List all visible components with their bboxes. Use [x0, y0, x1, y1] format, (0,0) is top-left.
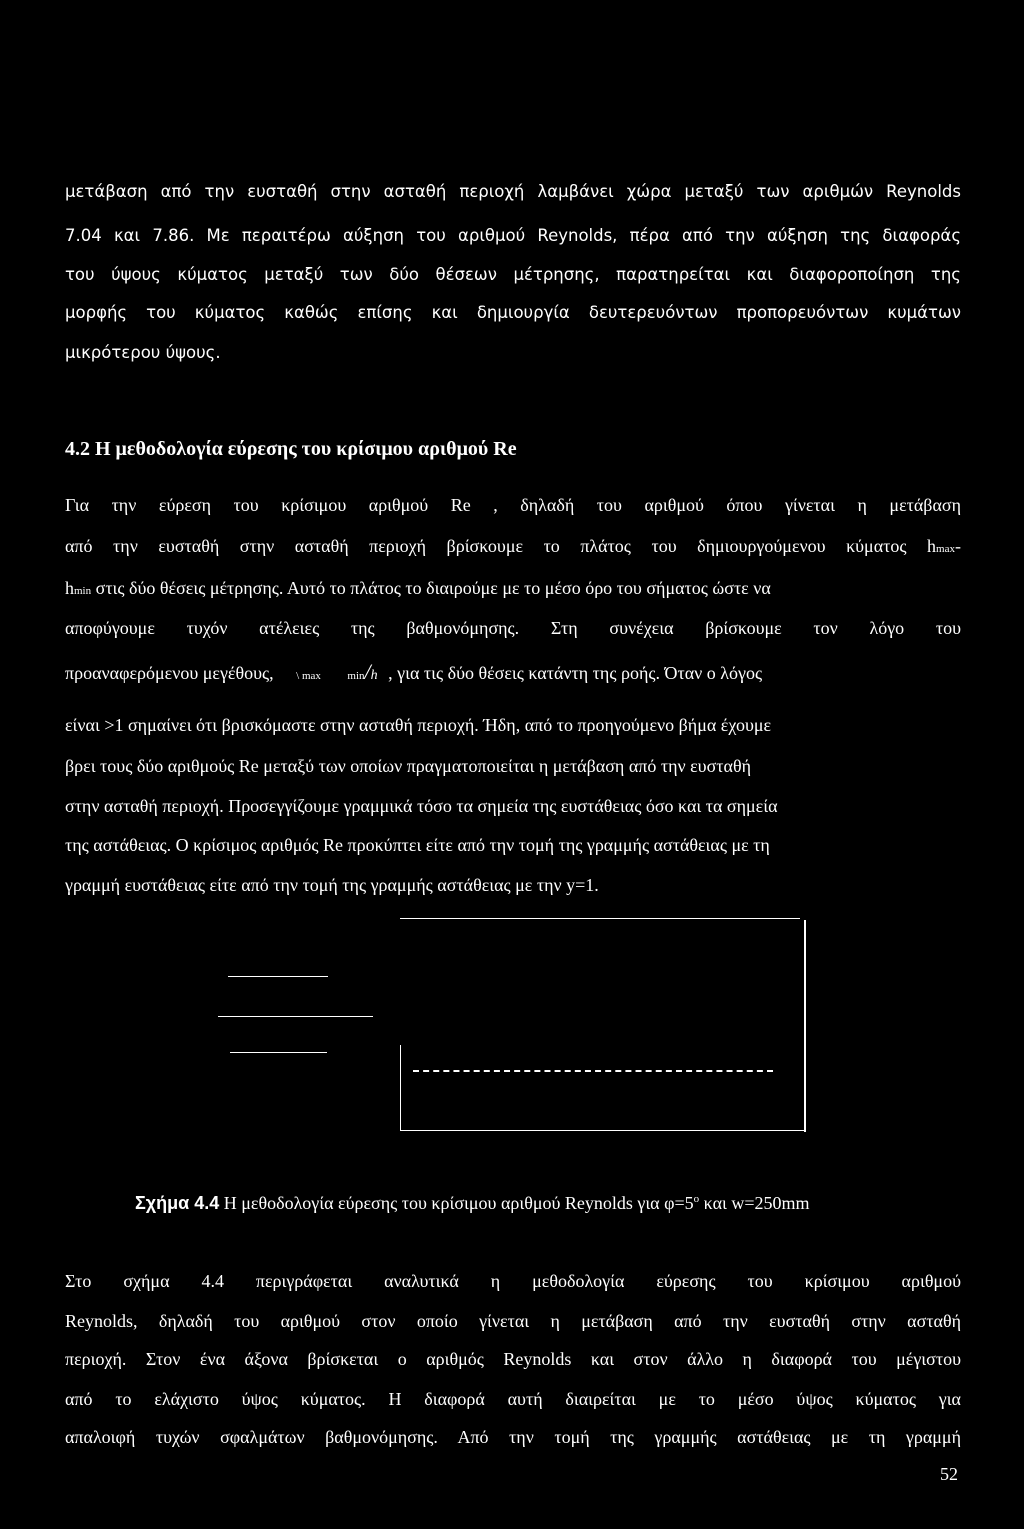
paragraph-2-line-5: [65, 661, 961, 687]
caption-label: Σχήμα 4.4: [135, 1193, 220, 1213]
legend-line-3: [230, 1052, 327, 1053]
paragraph-2-line-1: Για την εύρεση του κρίσιμου αριθμού Re , δηλαδή του αριθμού όπου γίνεται η μετάβαση: [65, 495, 961, 515]
subscript-min: min: [74, 585, 92, 597]
paragraph-2-line-5-text: προαναφερόμενου μεγέθους,: [65, 663, 274, 683]
paragraph-2-line-3: [65, 577, 961, 602]
paragraph-3-line-4: από το ελάχιστο ύψος κύματος. Η διαφορά αυτή διαιρείται με το μέσο ύψος κύματος για: [65, 1389, 961, 1409]
subscript-max: max: [936, 543, 955, 555]
paragraph-1-line-5: μικρότερου ύψους.: [65, 343, 221, 362]
paragraph-2-line-3-text: στις δύο θέσεις μέτρησης. Αυτό το πλάτος το διαιρούμε με το μέσο όρο του σήματος ώστε να: [91, 578, 771, 598]
formula-part-h: h: [370, 668, 378, 683]
paragraph-2-line-7: βρει τους δύο αριθμούς Re μεταξύ των οποίων πραγματοποιείται η μετάβαση από την ευσταθή: [65, 756, 751, 776]
legend-line-2: [218, 1016, 373, 1017]
legend-line-1: [228, 976, 328, 977]
paragraph-2-line-8: στην ασταθή περιοχή. Προσεγγίζουμε γραμμικά τόσο τα σημεία της ευστάθειας όσο και τα σημεία: [65, 796, 778, 816]
h-letter: h: [65, 578, 74, 598]
paragraph-1-line-4: μορφής του κύματος καθώς επίσης και δημιουργία δευτερευόντων προπορευόντων κυμάτων: [65, 303, 961, 322]
figure-right-border: [804, 920, 806, 1132]
paragraph-1-line-1: μετάβαση από την ευσταθή στην ασταθή περιοχή λαμβάνει χώρα μεταξύ των αριθμών Reynolds: [65, 182, 961, 201]
paragraph-2-line-10: γραμμή ευστάθειας είτε από την τομή της γραμμής αστάθειας με την y=1.: [65, 875, 599, 895]
figure-left-border: [400, 1045, 401, 1131]
paragraph-3-line-5: απαλοιφή τυχών σφαλμάτων βαθμονόμησης. Από την τομή της γραμμής αστάθειας με τη γραμμή: [65, 1427, 961, 1447]
figure-bottom-border: [400, 1130, 806, 1131]
dash-text: -: [955, 536, 961, 556]
formula-slash: /: [364, 659, 371, 684]
paragraph-2-line-6: είναι >1 σημαίνει ότι βρισκόμαστε στην ασταθή περιοχή. Ήδη, από το προηγούμενο βήμα έχουμε: [65, 715, 772, 735]
caption-text: Η μεθοδολογία εύρεσης του κρίσιμου αριθμού Reynolds για φ=5: [219, 1193, 694, 1213]
page-number: 52: [940, 1464, 958, 1484]
caption-text-end: και w=250mm: [699, 1193, 810, 1213]
formula-part-max: \ max: [296, 670, 321, 682]
paragraph-3-line-1: Στο σχήμα 4.4 περιγράφεται αναλυτικά η μεθοδολογία εύρεσης του κρίσιμου αριθμού: [65, 1271, 961, 1291]
paragraph-1-line-3: του ύψους κύματος μεταξύ των δύο θέσεων μέτρησης, παρατηρείται και διαφοροποίηση της: [65, 265, 961, 284]
caption-degree: ο: [693, 1193, 700, 1205]
paragraph-2-line-4: αποφύγουμε τυχόν ατέλειες της βαθμονόμησης. Στη συνέχεια βρίσκουμε τον λόγο του: [65, 618, 961, 638]
paragraph-2-line-9: της αστάθειας. Ο κρίσιμος αριθμός Re προκύπτει είτε από την τομή της γραμμής αστάθειας με τη: [65, 835, 770, 855]
paragraph-3-line-2: Reynolds, δηλαδή του αριθμού στον οποίο γίνεται η μετάβαση από την ευσταθή στην ασταθή: [65, 1311, 961, 1331]
paragraph-3-line-3: περιοχή. Στον ένα άξονα βρίσκεται ο αριθμός Reynolds και στον άλλο η διαφορά του μέγιστου: [65, 1349, 961, 1369]
paragraph-2-line-2: [65, 535, 961, 560]
paragraph-2-line-2-text: από την ευσταθή στην ασταθή περιοχή βρίσκουμε το πλάτος του δημιουργούμενου κύματος h: [65, 536, 937, 556]
threshold-dashed-line: [413, 1070, 773, 1072]
paragraph-2-line-5-tail: , για τις δύο θέσεις κατάντη της ροής. Όταν ο λόγος: [388, 663, 763, 683]
figure-caption: [135, 1193, 810, 1214]
figure-top-border: [400, 918, 800, 919]
section-heading: 4.2 Η μεθοδολογία εύρεσης του κρίσιμου αριθμού Re: [65, 438, 517, 460]
formula-part-min: min: [347, 670, 365, 682]
paragraph-1-line-2: 7.04 και 7.86. Με περαιτέρω αύξηση του αριθμού Reynolds, πέρα από την αύξηση της διαφοράς: [65, 226, 961, 245]
